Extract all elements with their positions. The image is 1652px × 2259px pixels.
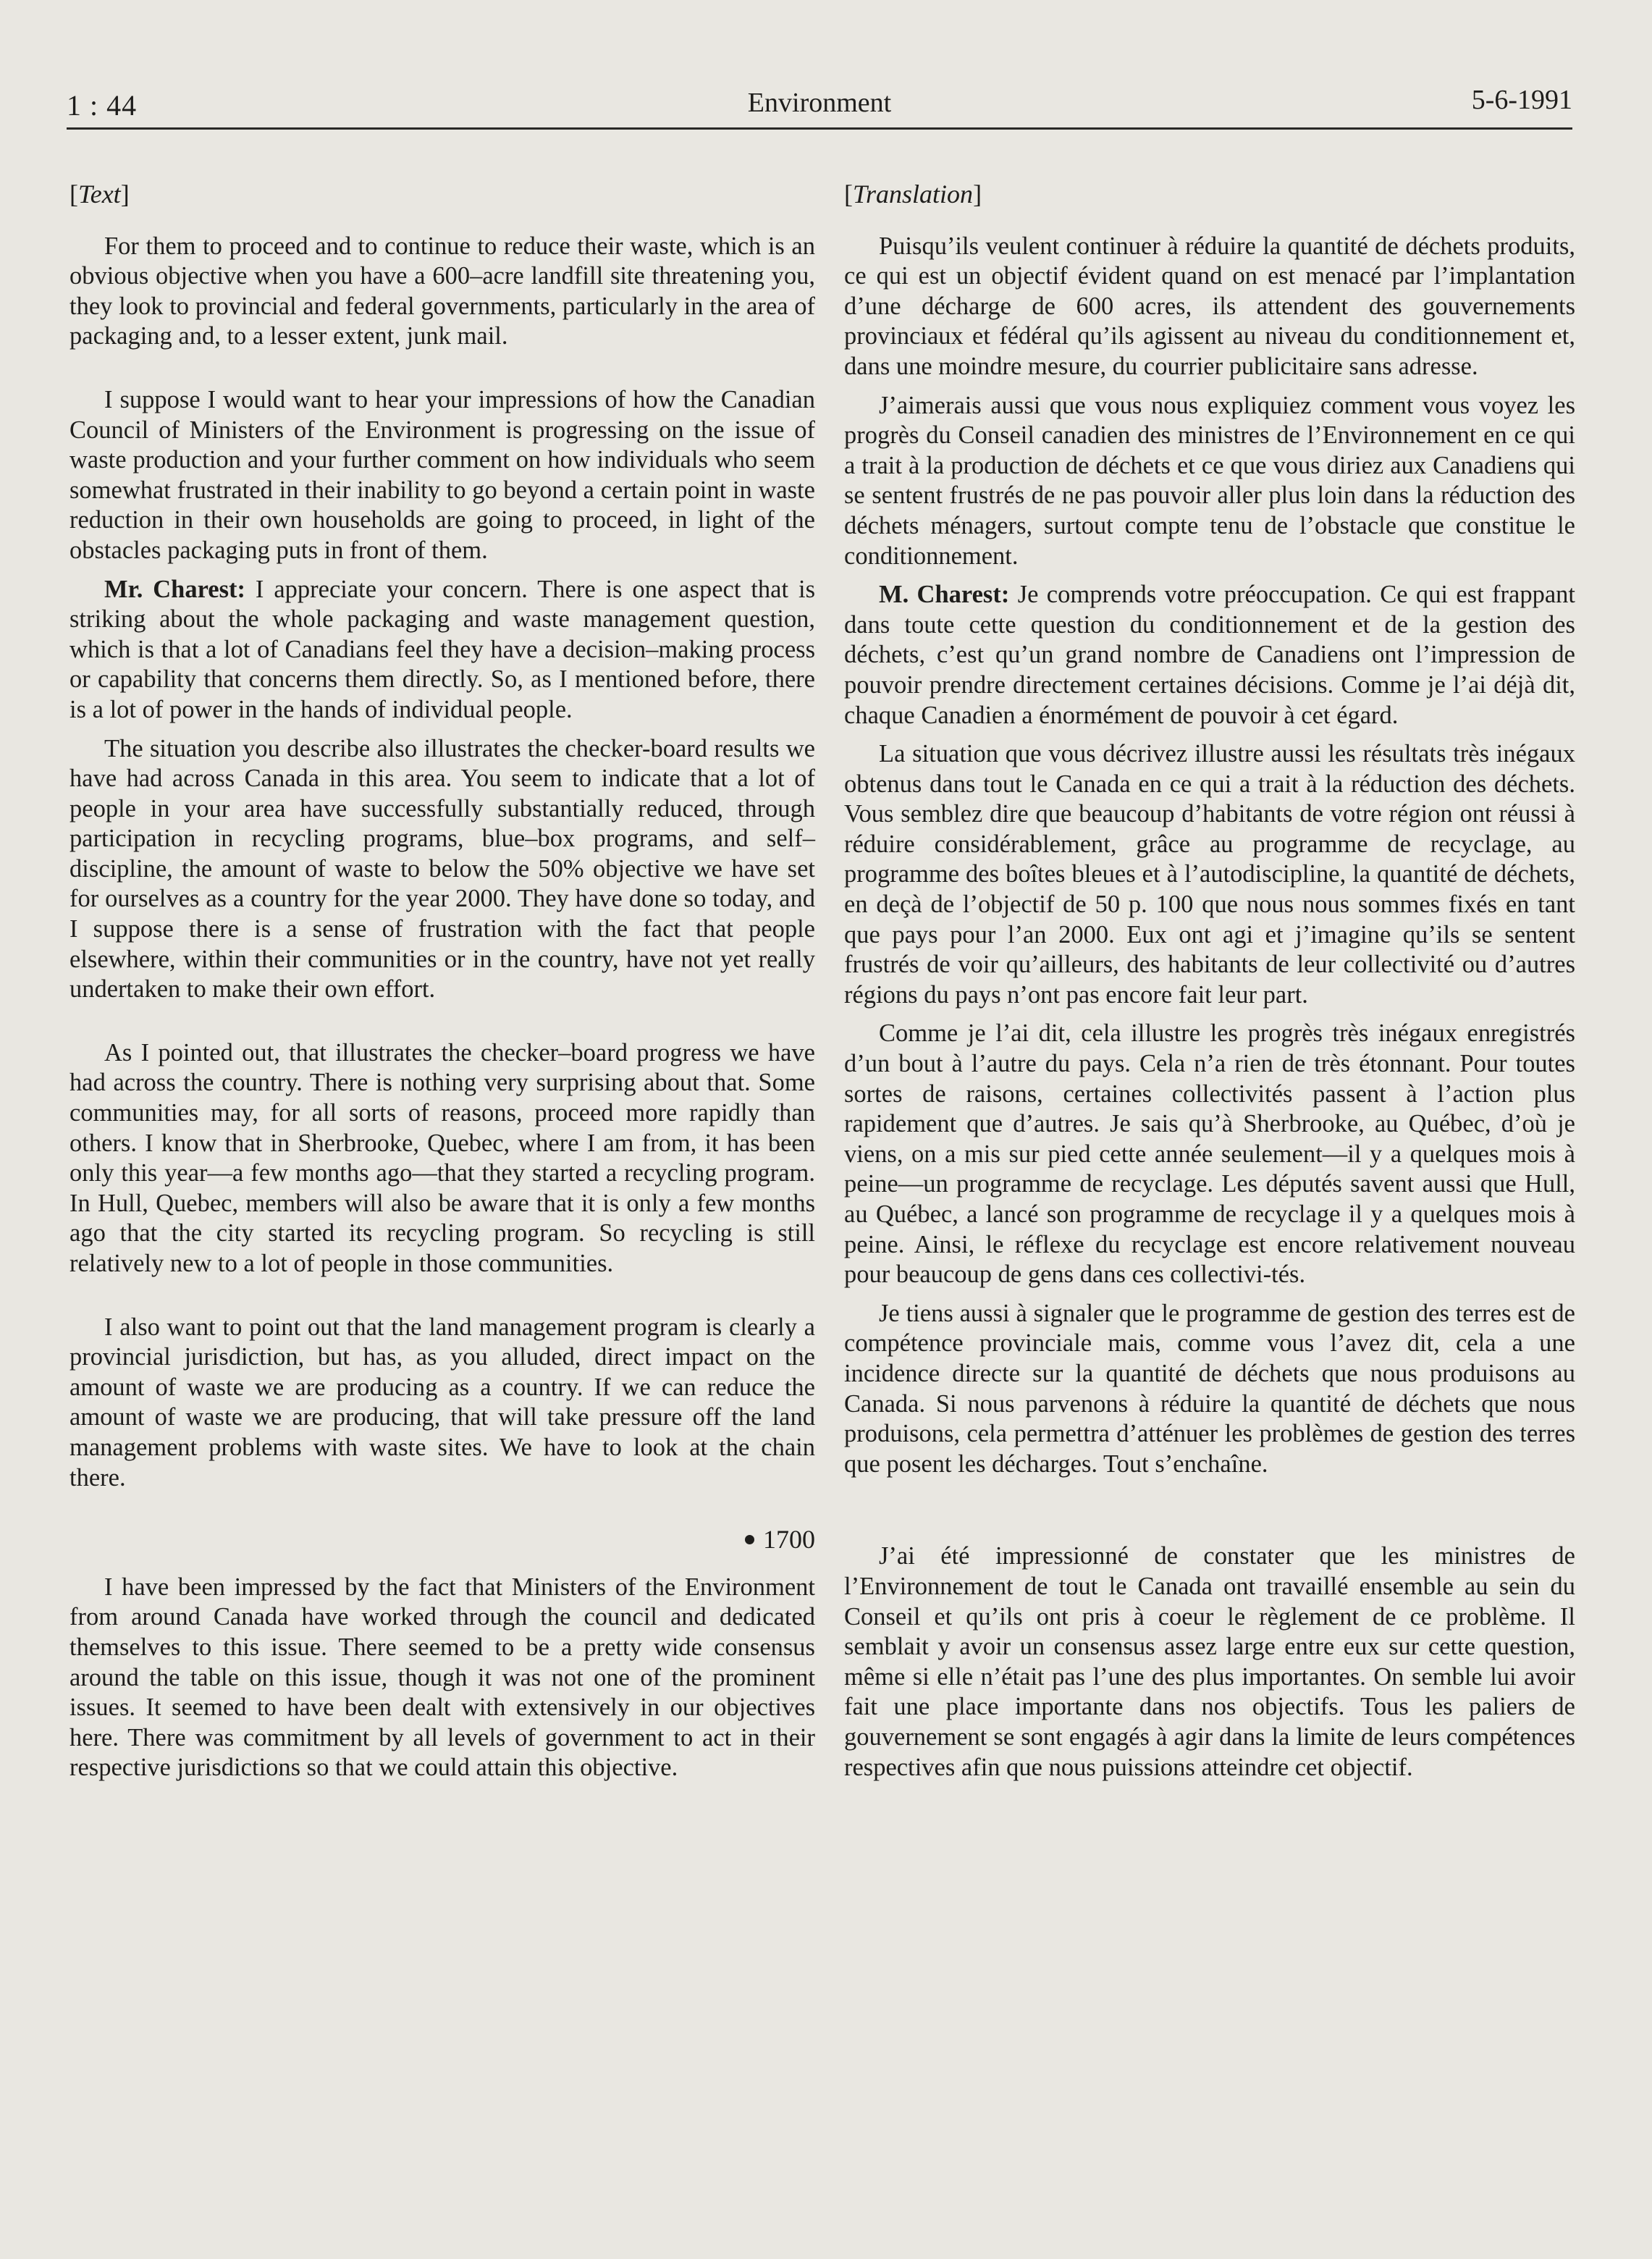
speaker-name: M. Charest:	[879, 581, 1010, 609]
running-header	[67, 84, 1572, 130]
text-label: [Text]	[69, 180, 130, 209]
paragraph: I also want to point out that the land management program is clearly a provincial jurisdiction, but has, as you alluded, direct impact on the amount of waste we are producing as a country. If we can reduce the amount of waste we are producing, that will take pressure off the land management problems with waste sites. We have to look at the chain there.	[69, 1313, 815, 1492]
paragraph: As I pointed out, that illustrates the checker–board progress we have had across the country. There is nothing very surprising about that. Some communities may, for all sorts of reasons, proceed more rapidly than others. I know that in Sherbrooke, Quebec, where I am from, it has been only this year—a few months ago—that they started a recycling program. In Hull, Quebec, members will also be aware that it is only a few months ago that the city started its recycling program. So recycling is still relatively new to a lot of people in those communities.	[69, 1038, 815, 1277]
translation-label: [Translation]	[844, 180, 982, 209]
bullet-icon	[745, 1535, 754, 1544]
paragraph: For them to proceed and to continue to reduce their waste, which is an obvious objective when you have a 600–acre landfill site threatening you, they look to provincial and federal governments, particularly in the area of packaging and, to a lesser extent, junk mail.	[69, 232, 815, 350]
english-column	[69, 180, 815, 1783]
paragraph: Puisqu’ils veulent continuer à réduire la quantité de déchets produits, ce qui est un objectif évident quand on est menacé par l’implantation d’une décharge de 600 acres, ils attendent des gouvernements provinciaux et fédéral qu’ils agissent au niveau du conditionnement et, dans une moindre mesure, du courrier publicitaire sans adresse.	[844, 232, 1575, 380]
paragraph: I have been impressed by the fact that Ministers of the Environment from around Canada have worked through the council and dedicated themselves to this issue. There seemed to be a pretty wide consensus around the table on this issue, though it was not one of the prominent issues. It seemed to have been dealt with extensively in our objectives here. There was commitment by all levels of government to act in their respective jurisdictions so that we could attain this objective.	[69, 1573, 815, 1782]
speaker-name: Mr. Charest:	[104, 575, 246, 603]
french-column	[844, 180, 1575, 1783]
paragraph: The situation you describe also illustrates the checker-board results we have had across Canada in this area. You seem to indicate that a lot of people in your area have successfully substantially reduced, through participation in recycling programs, blue–box programs, and self–discipline, the amount of waste to below the 50% objective we have set for ourselves as a country for the year 2000. They have done so today, and I suppose there is a sense of frustration with the fact that people elsewhere, within their communities or in the country, have not yet really undertaken to make their own effort.	[69, 734, 815, 1004]
paragraph: I suppose I would want to hear your impressions of how the Canadian Council of Ministers of the Environment is progressing on the issue of waste production and your further comment on how individuals who seem somewhat frustrated in their inability to go beyond a certain point in waste reduction in their own households are going to proceed, in light of the obstacles packaging puts in front of them.	[69, 385, 815, 564]
paragraph: J’aimerais aussi que vous nous expliquiez comment vous voyez les progrès du Conseil canadien des ministres de l’Environnement en ce qui a trait à la production de déchets et ce que vous diriez aux Canadiens qui se sentent frustrés de ne pas pouvoir aller plus loin dans la réduction des déchets ménagers, surtout compte tenu de l’obstacle que constitue le conditionnement.	[844, 391, 1575, 570]
paragraph: Mr. Charest: I appreciate your concern. There is one aspect that is striking about the whole packaging and waste management question, which is that a lot of Canadians feel they have a decision–making process or capability that concerns them directly. So, as I mentioned before, there is a lot of power in the hands of individual people.	[69, 575, 815, 723]
time-marker: 1700	[69, 1525, 815, 1555]
header-title: Environment	[747, 88, 892, 118]
paragraph: M. Charest: Je comprends votre préoccupation. Ce qui est frappant dans toute cette question du conditionnement et de la gestion des déchets, c’est qu’un grand nombre de Canadiens ont l’impression de pouvoir prendre directement certaines décisions. Comme je l’ai déjà dit, chaque Canadien a énormément de pouvoir à cet égard.	[844, 581, 1575, 729]
header-rule	[67, 127, 1572, 130]
header-date: 5-6-1991	[1471, 85, 1572, 115]
page-number: 1 : 44	[67, 89, 138, 122]
paragraph: Comme je l’ai dit, cela illustre les progrès très inégaux enregistrés d’un bout à l’autre du pays. Cela n’a rien de très étonnant. Pour toutes sortes de raisons, certaines collectivités passent à l’action plus rapidement que d’autres. Je sais qu’à Sherbrooke, au Québec, d’où je viens, on a mis sur pied cette année seulement—il y a quelques mois à peine—un programme de recyclage. Les députés savent aussi que Hull, au Québec, a lancé son programme de recyclage il y a quelques mois à peine. Ainsi, le réflexe du recyclage est encore relativement nouveau pour beaucoup de gens dans ces collectivi-tés.	[844, 1019, 1575, 1289]
paragraph: J’ai été impressionné de constater que les ministres de l’Environnement de tout le Canada ont travaillé ensemble au sein du Conseil et qu’ils ont pris à coeur le règlement de ce problème. Il semblait y avoir un consensus assez large entre eux sur cette question, même si elle n’était pas l’une des plus importantes. On semble lui avoir fait une place importante dans nos objectifs. Tous les paliers de gouvernement se sont engagés à agir dans la limite de leurs compétences respectives afin que nous puissions atteindre cet objectif.	[844, 1542, 1575, 1781]
paragraph: La situation que vous décrivez illustre aussi les résultats très inégaux obtenus dans tout le Canada en ce qui a trait à la réduction des déchets. Vous semblez dire que beaucoup d’habitants de votre région ont réussi à réduire considérablement, grâce au programme de recyclage, au programme des boîtes bleues et à l’autodiscipline, la quantité de déchets, en deçà de l’objectif de 50 p. 100 que nous nous sommes fixés en tant que pays pour l’an 2000. Eux ont agi et j’imagine qu’ils se sentent frustrés de voir qu’ailleurs, des habitants de leur collectivité ou d’autres régions du pays n’ont pas encore fait leur part.	[844, 740, 1575, 1009]
paragraph: Je tiens aussi à signaler que le programme de gestion des terres est de compétence provinciale mais, comme vous l’avez dit, cela a une incidence directe sur la quantité de déchets que nous produisons au Canada. Si nous parvenons à réduire la quantité de déchets que nous produisons, cela permettra d’atténuer les problèmes de gestion des terres que posent les décharges. Tout s’enchaîne.	[844, 1299, 1575, 1478]
